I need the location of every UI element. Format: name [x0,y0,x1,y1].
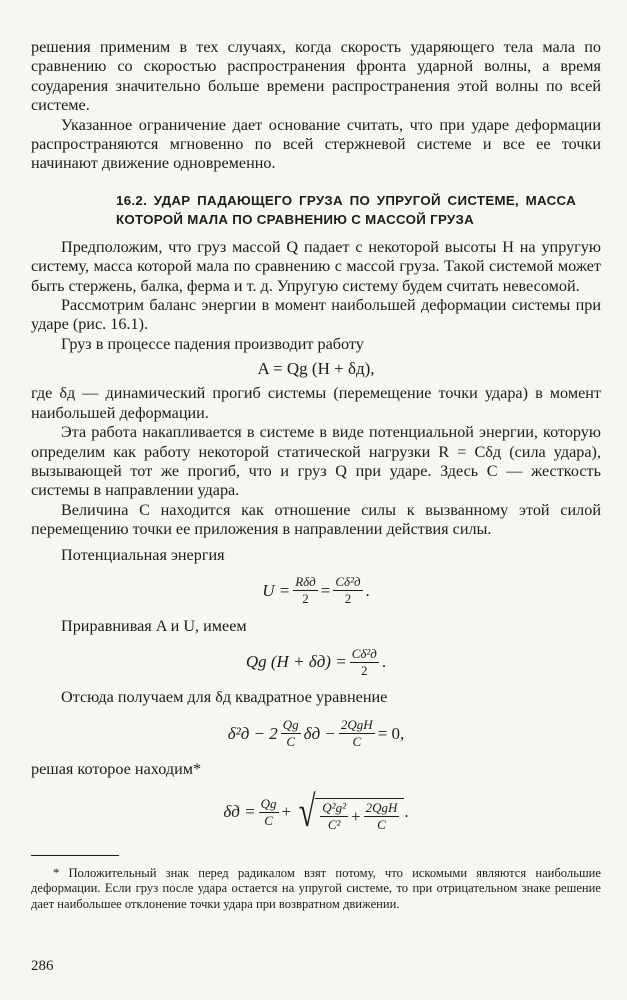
paragraph-balance: Рассмотрим баланс энергии в момент наибольшей деформации системы при ударе (рис. 16.1). [31,296,601,334]
section-heading: 16.2. УДАР ПАДАЮЩЕГО ГРУЗА ПО УПРУГОЙ СИСТЕМЕ, МАССА КОТОРОЙ МАЛА ПО СРАВНЕНИЮ С МАССОЙ ГРУЗА [116,192,576,227]
paragraph-suppose: Предположим, что груз массой Q падает с некоторой высоты H на упругую систему, масса которой мала по сравнению с массой груза. Такой системой может быть стержень, балка, ферма и т. д. Упругую систему будем считать невесомой. [31,237,601,295]
page-content [31,0,601,974]
paragraph-accumulation: Эта работа накапливается в системе в виде потенциальной энергии, которую определим как работу некоторой статической нагрузки R = Cδд (сила удара), вызывающей тот же прогиб, что и груз Q при ударе. Здесь C — жесткость системы в направлении удара. [31,423,601,500]
page-number: 286 [31,958,54,974]
equation-work: A = Qg (H + δд), [257,359,375,379]
paragraph-quadratic: Отсюда получаем для δд квадратное уравнение [61,688,388,707]
paragraph-delta-definition: где δд — динамический прогиб системы (перемещение точки удара) в момент наибольшей деформации. [31,384,601,422]
eq-equate-frac: $\frac{\text{Cδ²д}}{2}$ [351,645,377,678]
equation-quadratic: δ²д − 2 $\frac{Qg}{C}$ δд − $\frac{\text{2QgH}}{C}$ = 0, [227,717,405,750]
equation-equate: Qg (H + δд) = $\frac{\text{Cδ²д}}{2}$ . [245,645,387,678]
eq-u-frac1: $\frac{\text{Rδд}}{2}$ [295,574,316,607]
equation-potential: U = $\frac{\text{Rδд}}{2}$ = $\frac{\text{Cδ²д}}{2}$ . [262,574,370,607]
footnote: * Положительный знак перед радикалом взят потому, что искомыми являются наибольшие деформации. Если груз после удара остается на упругой системе, то при отрицательном знаке решение дает наибольшее отклонение точки удара при возвратном движении. [31,866,601,911]
paragraph-stiffness: Величина C находится как отношение силы к вызванному этой силой перемещению точки ее приложения в направлении действия силы. [31,500,601,539]
paragraph-potential-energy: Потенциальная энергия [61,545,225,564]
paragraph-work: Груз в процессе падения производит работу [61,334,364,353]
eq-u-lhs: U = [262,580,291,600]
paragraph-equate: Приравнивая A и U, имеем [61,616,247,635]
equation-solution: δд = $\frac{Qg}{C}$ + √ $\frac{\text{Q²g²}}{\text{C²}}$ + $\frac{\text{2QgH}}{C}$ . [223,787,409,837]
paragraph-solve: решая которое находим* [31,759,202,778]
eq-u-frac2: $\frac{\text{Cδ²д}}{2}$ [335,574,361,607]
paragraph-continuation: решения применим в тех случаях, когда скорость ударяющего тела мала по сравнению со скоростью распространения фронта ударной волны, а время соударения значительно больше времени распространения этой волны по всей системе. [31,38,601,115]
radical-sign: √ $\frac{\text{Q²g²}}{\text{C²}}$ + $\frac{\text{2QgH}}{C}$ [295,792,404,832]
paragraph-limitation: Указанное ограничение дает основание считать, что при ударе деформации распространяются мгновенно по всей стержневой системе и все ее точки начинают движение одновременно. [31,115,601,173]
